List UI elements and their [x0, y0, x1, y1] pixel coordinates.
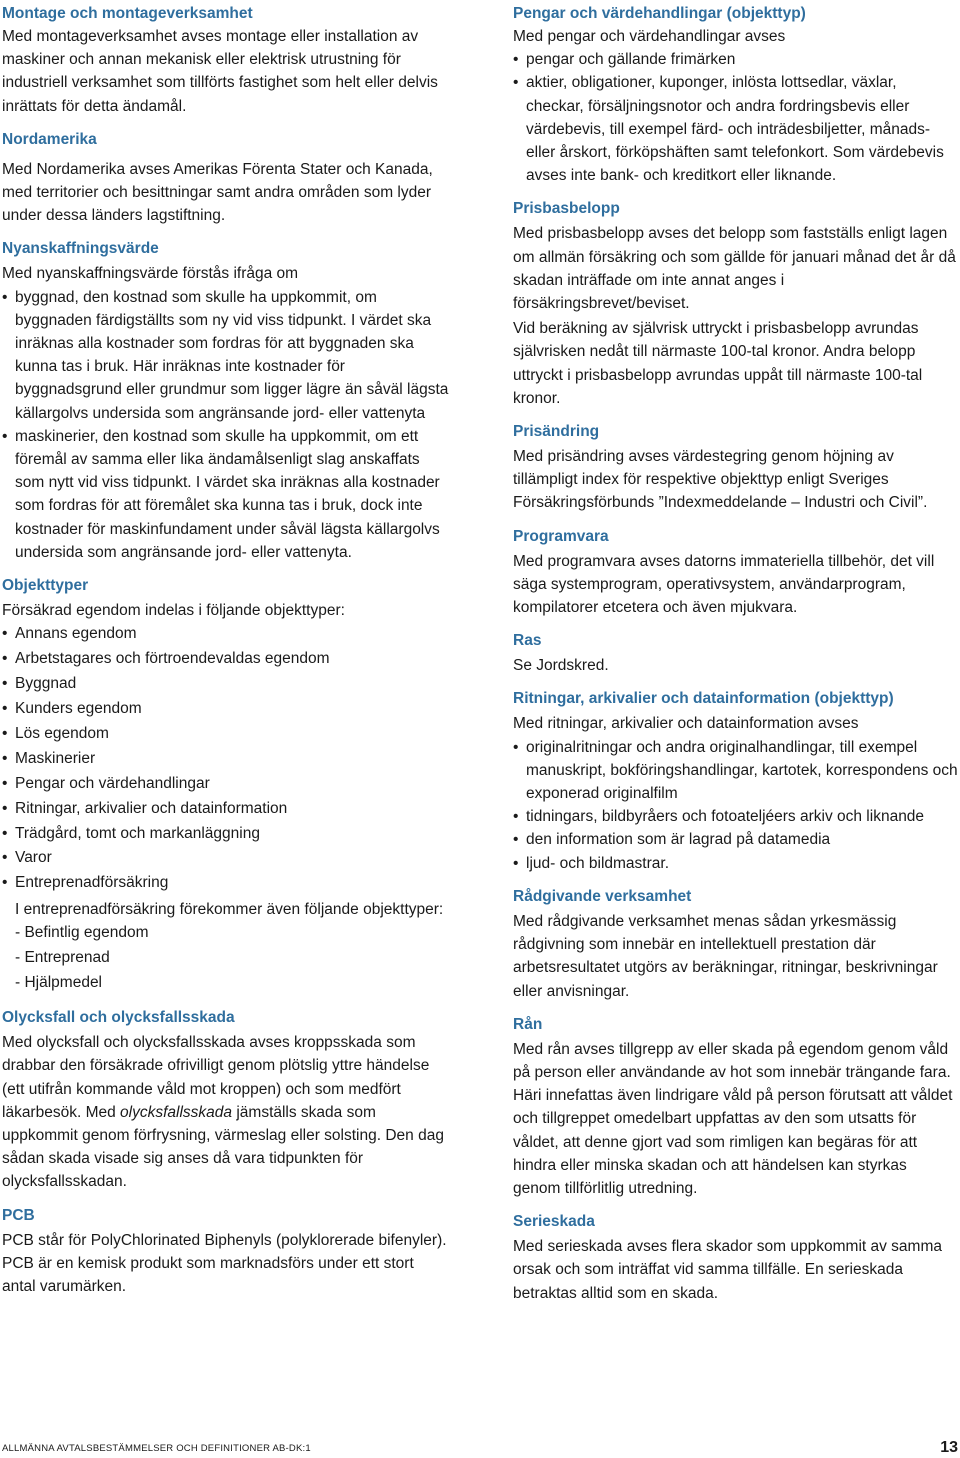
list-item: • Arbetstagares och förtroendevaldas egendom	[2, 647, 450, 672]
page-number: 13	[940, 1439, 958, 1456]
text-radgivande: Med rådgivande verksamhet menas sådan yrkesmässig rådgivning som innebär en intellektuell prestation där arbetsresultatet utgörs av beräkningar, ritningar, beskrivningar eller anvisningar.	[513, 912, 938, 1000]
sub-intro-objekttyper: I entreprenadförsäkring förekommer även följande objekttyper:	[15, 901, 444, 919]
list-ritningar	[513, 736, 958, 875]
list-item: • Annans egendom	[2, 622, 450, 647]
list-item: • Pengar och värdehandlingar	[2, 772, 450, 797]
list-item: • Byggnad	[2, 672, 450, 697]
section-prisandring	[513, 420, 958, 515]
heading-ras: Ras	[513, 632, 542, 650]
section-ras	[513, 629, 958, 677]
list-item: • Trädgård, tomt och markanläggning	[2, 822, 450, 847]
intro-pengar: Med pengar och värdehandlingar avses	[513, 28, 786, 45]
intro-ritningar: Med ritningar, arkivalier och datainformation avses	[513, 715, 859, 733]
list-item: • Kunders egendom	[2, 697, 450, 722]
section-pcb	[2, 1204, 450, 1299]
heading-ritningar: Ritningar, arkivalier och datainformation (objekttyp)	[513, 690, 894, 708]
right-column	[513, 0, 958, 1305]
text-pcb: PCB står för PolyChlorinated Biphenyls (polyklorerade bifenyler). PCB är en kemisk produkt som marknadsförs under ett stort antal varumärken.	[2, 1231, 447, 1295]
heading-nyanskaffningsvarde: Nyanskaffningsvärde	[2, 240, 159, 258]
text-prisbasbelopp-1: Med prisbasbelopp avses det belopp som fastställs enligt lagen om allmän försäkring och som gällde för januari månad det år då skadan inträffade om inte annat anges i försäkringsbrevet/beviset.	[513, 225, 956, 313]
heading-objekttyper: Objekttyper	[2, 577, 89, 595]
list-item: - Hjälpmedel	[15, 974, 103, 992]
heading-ran: Rån	[513, 1015, 543, 1033]
list-item: • Ritningar, arkivalier och datainformation	[2, 797, 450, 822]
list-item: • den information som är lagrad på datamedia	[513, 828, 958, 851]
heading-nordamerika: Nordamerika	[2, 130, 97, 148]
list-item: - Entreprenad	[15, 949, 110, 967]
footer-text: ALLMÄNNA AVTALSBESTÄMMELSER OCH DEFINITIONER AB-DK:1	[2, 1443, 311, 1454]
list-item: • aktier, obligationer, kuponger, inlösta lottsedlar, växlar, checkar, försäljningsnotor och andra fordringsbevis eller värdebevis, till exempel färd- och inträdesbiljetter, månads- eller årskort, förköpshäften samt telefonkort. Som värdebevis avses inte bank- och kreditkort eller liknande.	[513, 71, 958, 187]
text-prisbasbelopp-2: Vid beräkning av självrisk uttryckt i prisbasbelopp avrundas självrisken nedåt till närmaste 100-tal kronor. Andra belopp uttryckt i prisbasbelopp avrundas uppåt till närmaste 100-tal kronor.	[513, 320, 923, 407]
list-item: • pengar och gällande frimärken	[513, 48, 958, 71]
section-programvara	[513, 525, 958, 620]
heading-radgivande: Rådgivande verksamhet	[513, 887, 692, 905]
section-objekttyper	[2, 574, 450, 996]
section-ran	[513, 1013, 958, 1200]
list-pengar	[513, 48, 958, 187]
text-nordamerika: Med Nordamerika avses Amerikas Förenta Stater och Kanada, med territorier och besittningar samt andra områden som lyder under dessa länders lagstiftning.	[2, 160, 433, 225]
list-item: • byggnad, den kostnad som skulle ha uppkommit, om byggnaden färdigställts som ny vid viss tidpunkt. I värdet ska inräknas alla kostnader som fordras för att byggnaden ska kunna tas i bruk. Här inräknas inte kostnader för byggnadsgrund eller grundmur som ligger lägre än såväl lägsta källargolvs undersida som angränsande jord- eller vattenyta	[2, 286, 450, 425]
list-nyanskaffningsvarde	[2, 286, 450, 564]
section-nyanskaffningsvarde	[2, 237, 450, 564]
heading-serieskada: Serieskada	[513, 1213, 595, 1231]
section-ritningar	[513, 687, 958, 874]
list-item: • tidningars, bildbyråers och fotoateljéers arkiv och liknande	[513, 805, 958, 828]
intro-objekttyper: Försäkrad egendom indelas i följande objekttyper:	[2, 602, 345, 620]
intro-nyanskaffningsvarde: Med nyanskaffningsvärde förstås ifråga om	[2, 265, 299, 283]
text-prisandring: Med prisändring avses värdestegring genom höjning av tillämpligt index för respektive objekttyp enligt Sveriges Försäkringsförbunds ”Indexmeddelande – Industri och Civil”.	[513, 448, 928, 512]
list-item: • Maskinerier	[2, 747, 450, 772]
section-montage	[2, 2, 450, 118]
page-footer	[2, 1439, 958, 1457]
text-ras: Se Jordskred.	[513, 657, 609, 675]
heading-pcb: PCB	[2, 1206, 35, 1224]
heading-montage: Montage och montageverksamhet	[2, 5, 253, 22]
text-serieskada: Med serieskada avses flera skador som uppkommit av samma orsak och som inträffat vid samma tillfälle. En serieskada betraktas alltid som en skada.	[513, 1238, 942, 1302]
list-item: • Lös egendom	[2, 722, 450, 747]
list-objekttyper	[2, 622, 450, 896]
list-item: • Entreprenadförsäkring	[2, 871, 450, 896]
section-radgivande	[513, 885, 958, 1003]
heading-prisandring: Prisändring	[513, 423, 600, 441]
list-item: • maskinerier, den kostnad som skulle ha uppkommit, om ett föremål av samma eller lika ändamålsenligt slag anskaffats som nytt vid viss tidpunkt. I värdet ska inräknas alla kostnader som fordras för att föremålet ska kunna tas i bruk, dock inte kostnader för maskinfundament under såväl lägsta källargolvs undersida som angränsande jord- eller vattenyta.	[2, 425, 450, 564]
text-olycksfall: Med olycksfall och olycksfallsskada avses kroppsskada som drabbar den försäkrade ofrivilligt genom plötslig yttre händelse (ett utifrån kommande våld mot kroppen) och som medfört läkarbesök. Med olycksfallsskada jämställs skada som uppkommit genom förfrysning, värmeslag eller solsting. Den dag sådan skada visade sig anses då vara tidpunkten för olycksfallsskadan.	[2, 1034, 444, 1191]
sublist-objekttyper	[2, 921, 450, 996]
list-item: - Befintlig egendom	[15, 924, 149, 942]
section-prisbasbelopp	[513, 197, 958, 410]
list-item: • ljud- och bildmastrar.	[513, 852, 958, 875]
section-olycksfall	[2, 1006, 450, 1193]
heading-prisbasbelopp: Prisbasbelopp	[513, 200, 620, 218]
heading-programvara: Programvara	[513, 527, 609, 545]
list-item: • Varor	[2, 846, 450, 871]
section-nordamerika	[2, 128, 450, 228]
heading-pengar: Pengar och värdehandlingar (objekttyp)	[513, 5, 806, 22]
text-montage: Med montageverksamhet avses montage eller installation av maskiner och annan mekanisk eller elektrisk utrustning för industriell verksamhet som tillförts fastighet som helt eller delvis inrättats för detta ändamål.	[2, 28, 438, 115]
list-item: • originalritningar och andra originalhandlingar, till exempel manuskript, bokföringshandlingar, kartotek, korrespondens och exponerad originalfilm	[513, 736, 958, 806]
text-programvara: Med programvara avses datorns immateriella tillbehör, det vill säga systemprogram, operativsystem, användarprogram, kompilatorer etcetera och även mjukvara.	[513, 552, 935, 617]
text-ran: Med rån avses tillgrepp av eller skada på egendom genom våld på person eller användande av hot som innebär trängande fara. Häri innefattas även lindrigare våld på person förutsatt att våldet och tillgreppet omedelbart uppfattas av den som utsatts för våldet, att denne gjort vad som rimligen kan begäras för att hindra eller minska skadan och att händelsen kan styrkas genom tillförlitlig utredning.	[513, 1040, 953, 1197]
left-column	[2, 0, 450, 1298]
section-serieskada	[513, 1210, 958, 1305]
heading-olycksfall: Olycksfall och olycksfallsskada	[2, 1009, 235, 1027]
section-pengar	[513, 2, 958, 187]
